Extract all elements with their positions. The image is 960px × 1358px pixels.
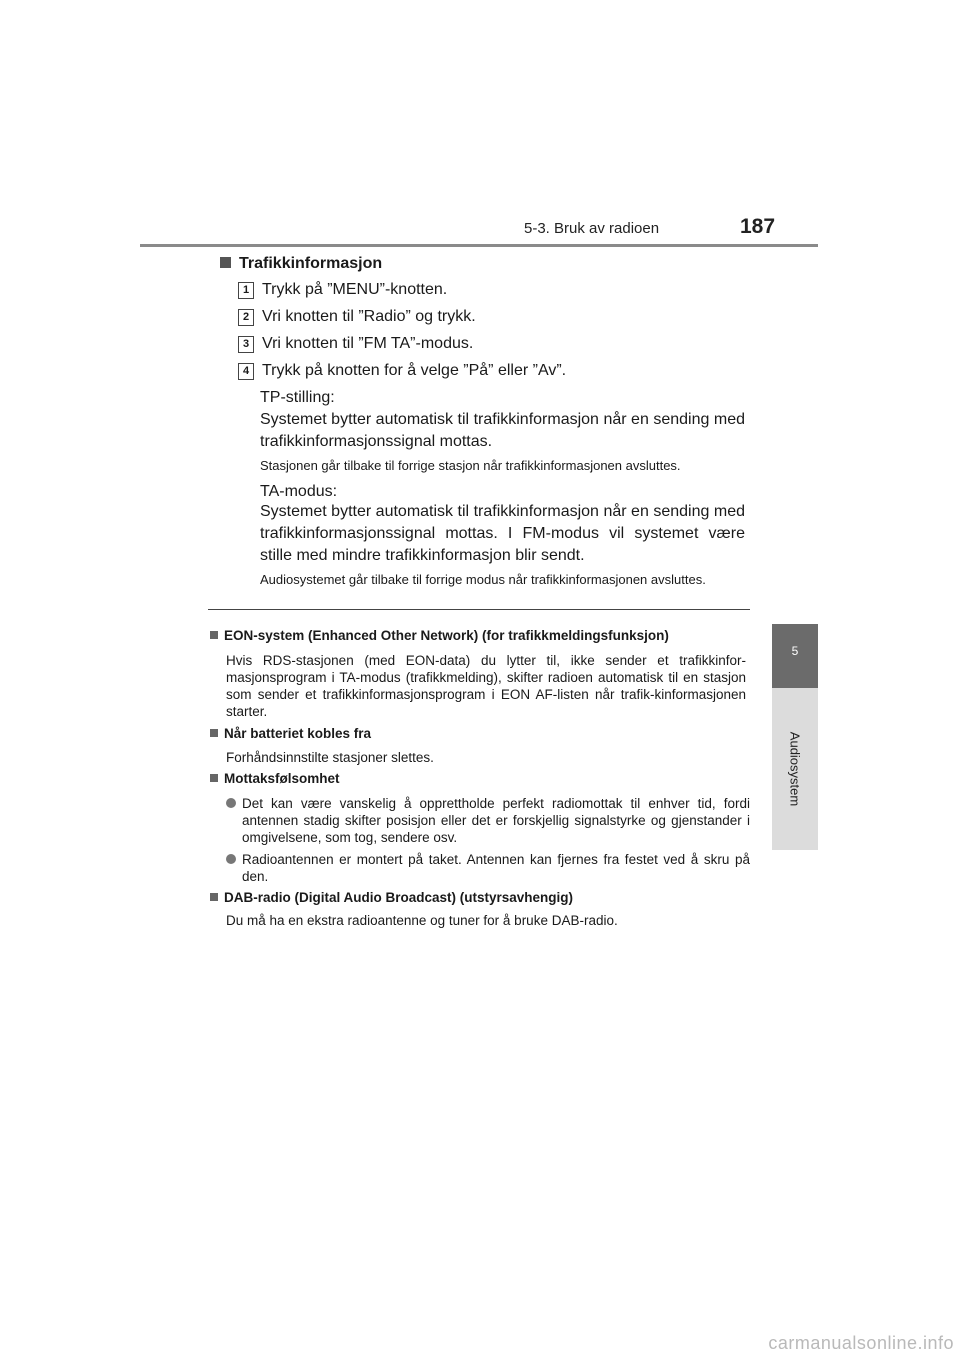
section-heading [220, 255, 382, 273]
note-heading-text: EON-system (Enhanced Other Network) (for trafikkmeldingsfunksjon) [224, 628, 669, 643]
watermark: carmanualsonline.info [768, 1333, 954, 1353]
step-text: Trykk på knotten for å velge ”På” eller ”Av”. [262, 362, 567, 379]
note-text-battery: Forhåndsinnstilte stasjoner slettes. [226, 750, 434, 765]
chapter-number: 5 [791, 644, 799, 658]
square-bullet-icon [210, 729, 218, 737]
step-number: 3 [238, 336, 254, 353]
list-item [226, 795, 750, 846]
note-heading-text: Når batteriet kobles fra [224, 726, 372, 741]
note-heading-eon [210, 628, 669, 643]
step-text: Trykk på ”MENU”-knotten. [262, 281, 448, 298]
list-item [226, 851, 750, 885]
section-divider [208, 609, 750, 610]
square-bullet-icon [210, 774, 218, 782]
step-item [238, 308, 476, 326]
list-item-text: Det kan være vanskelig å opprettholde perfekt radiomottak til enhver tid, fordi antennen stadig skifter posisjon eller det er forskjellig signalstyrke og gjenstander i omgivelsene, som tog, sendere osv. [242, 796, 750, 845]
note-heading-text: DAB-radio (Digital Audio Broadcast) (utstyrsavhengig) [224, 890, 574, 905]
chapter-label: Audiosystem [787, 731, 803, 807]
step-text: Vri knotten til ”Radio” og trykk. [262, 308, 476, 325]
note-heading-battery [210, 726, 371, 741]
chapter-tab [772, 624, 818, 688]
note-heading-dab [210, 890, 573, 905]
list-item-text: Radioantennen er montert på taket. Antennen kan fjernes fra festet ved å skru på den. [242, 852, 750, 884]
step-number: 2 [238, 309, 254, 326]
header-divider [140, 244, 818, 247]
ta-text: Systemet bytter automatisk til trafikkinformasjon når en sending med trafikkinformasjonssignal mottas. I FM-modus vil systemet være stille med mindre trafikkinformasjon blir sendt. [260, 503, 745, 564]
square-bullet-icon [210, 631, 218, 639]
step-text: Vri knotten til ”FM TA”-modus. [262, 335, 474, 352]
tp-note: Stasjonen går tilbake til forrige stasjon når trafikkinformasjonen avsluttes. [260, 458, 681, 473]
note-text-dab: Du må ha en ekstra radioantenne og tuner for å bruke DAB-radio. [226, 913, 618, 928]
section-title: 5-3. Bruk av radioen [524, 220, 660, 237]
note-heading-text: Mottaksfølsomhet [224, 771, 340, 786]
note-heading-reception [210, 771, 340, 786]
note-text-eon: Hvis RDS-stasjonen (med EON-data) du lytter til, ikke sender et trafikkinfor-masjonsprogram i TA-modus (trafikkmelding), skifter radioen automatisk til en stasjon som sender et trafikkinformasjonsprogram i EON AF-listen når trafik-kinformasjonen starter. [226, 653, 746, 719]
step-item [238, 281, 447, 299]
ta-label: TA-modus: [260, 483, 338, 500]
step-number: 1 [238, 282, 254, 299]
square-bullet-icon [210, 893, 218, 901]
circle-bullet-icon [226, 798, 236, 808]
tp-text: Systemet bytter automatisk til trafikkinformasjon når en sending med trafikkinformasjonssignal mottas. [260, 411, 745, 450]
heading-text: Trafikkinformasjon [239, 255, 383, 272]
square-bullet-icon [220, 257, 231, 268]
step-number: 4 [238, 363, 254, 380]
page-number: 187 [740, 215, 776, 238]
ta-note: Audiosystemet går tilbake til forrige modus når trafikkinformasjonen avsluttes. [260, 572, 706, 587]
tp-label: TP-stilling: [260, 389, 335, 406]
circle-bullet-icon [226, 854, 236, 864]
chapter-tab-label-box [772, 688, 818, 850]
step-item [238, 335, 473, 353]
step-item [238, 362, 566, 380]
